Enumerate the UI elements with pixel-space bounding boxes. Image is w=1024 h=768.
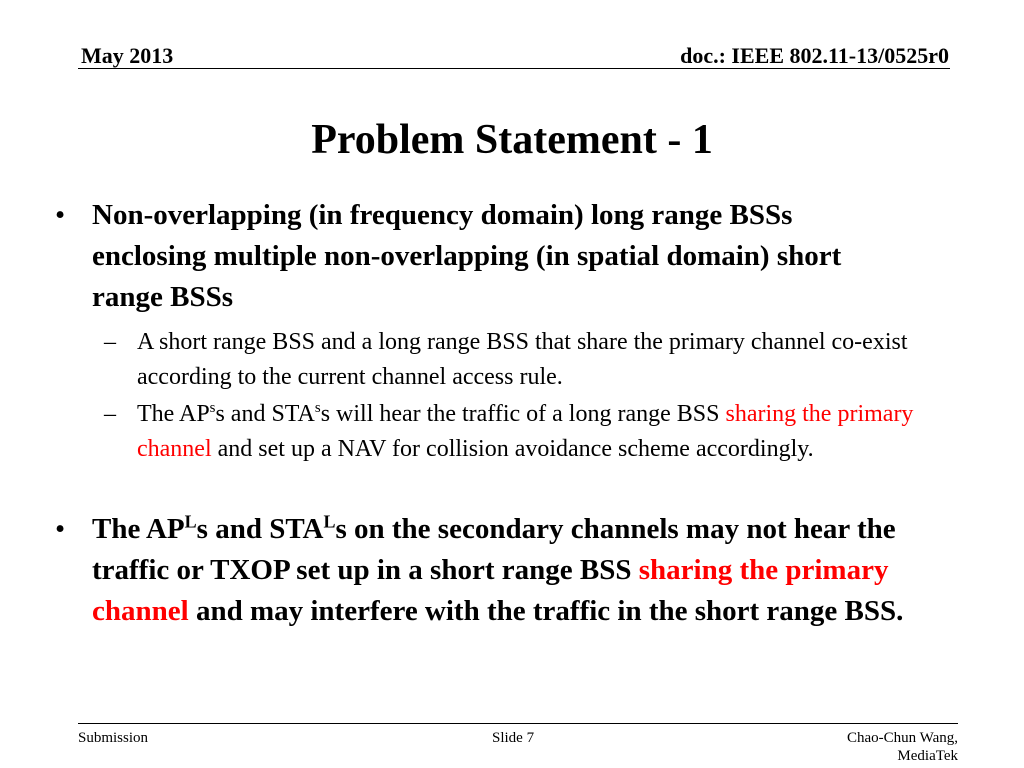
superscript-l: L <box>323 511 336 532</box>
footer-author-company: MediaTek <box>897 748 958 764</box>
sub-bullet-2 <box>137 397 967 467</box>
text-segment: and may interfere with the traffic in the short range BSS. <box>188 595 904 627</box>
text-segment: s and STA <box>196 513 324 545</box>
header-date: May 2013 <box>81 43 174 68</box>
text-segment: s on the secondary channels may not hear the traffic or TXOP set up in a short range BSS <box>92 513 896 586</box>
superscript-s: s <box>209 400 216 416</box>
text-segment: and set up a NAV for collision avoidance scheme accordingly. <box>211 436 814 462</box>
footer-slide-number: Slide 7 <box>492 730 535 746</box>
highlight-text: sharing the primary channel <box>92 554 889 627</box>
bullet-2 <box>92 509 942 632</box>
header-divider <box>78 68 950 69</box>
text-segment: s will hear the traffic of a long range BSS <box>320 401 726 427</box>
superscript-s: s <box>314 400 321 416</box>
bullet-1: Non-overlapping (in frequency domain) long range BSSs enclosing multiple non-overlapping (in spatial domain) short range BSSs <box>92 199 842 313</box>
slide-title: Problem Statement - 1 <box>311 117 713 163</box>
text-segment: s and STA <box>215 401 315 427</box>
footer-submission: Submission <box>78 730 149 746</box>
text-segment: The AP <box>137 401 210 427</box>
highlight-text: sharing the primary channel <box>137 401 914 462</box>
text-segment: The AP <box>92 513 185 545</box>
dash-marker: – <box>104 401 116 427</box>
footer-divider <box>78 723 958 724</box>
footer-author <box>847 729 958 765</box>
footer-author-name: Chao-Chun Wang, <box>846 730 958 746</box>
sub-bullet-1: A short range BSS and a long range BSS that share the primary channel co-exist according to the current channel access rule. <box>137 329 908 390</box>
header-doc-id: doc.: IEEE 802.11-13/0525r0 <box>680 43 949 68</box>
superscript-l: L <box>184 511 197 532</box>
bullet-marker: • <box>55 199 66 231</box>
dash-marker: – <box>104 329 116 355</box>
bullet-marker: • <box>55 513 66 545</box>
